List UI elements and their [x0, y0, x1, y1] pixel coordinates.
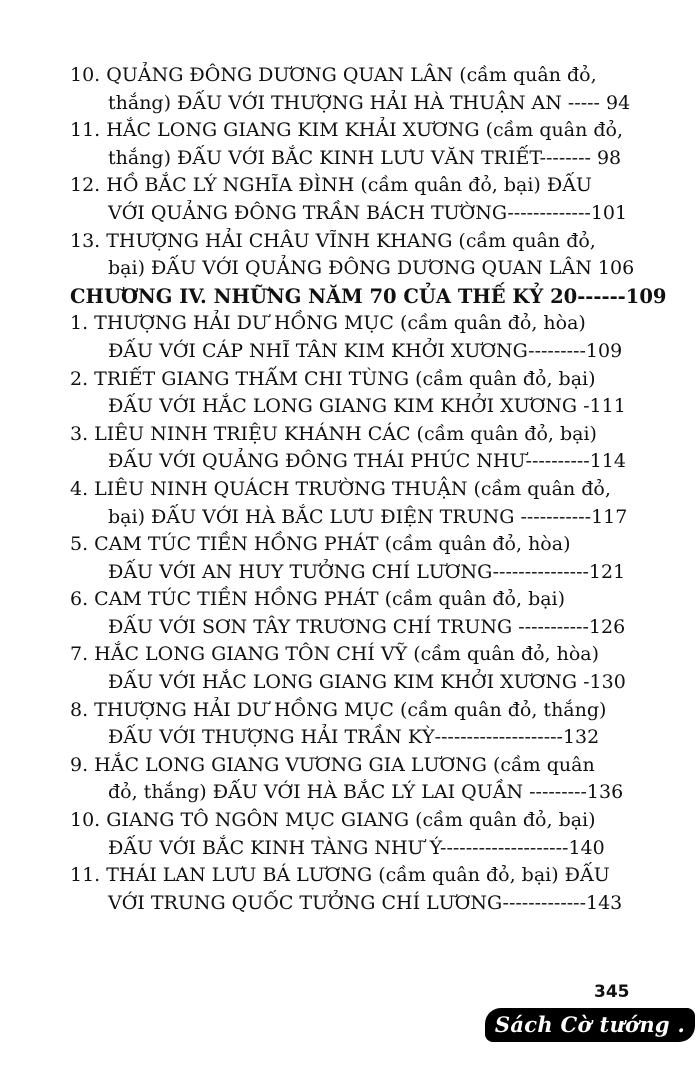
toc-entry-line: 9. HẮC LONG GIANG VƯƠNG GIA LƯƠNG (cầm quân: [70, 753, 595, 776]
toc-entry-line-continued: ĐẤU VỚI HẮC LONG GIANG KIM KHỞI XƯƠNG -130: [108, 671, 626, 694]
toc-entry-line: 13. THƯỢNG HẢI CHÂU VĨNH KHANG (cầm quân đỏ,: [70, 229, 596, 252]
chapter-heading: CHƯƠNG IV. NHỮNG NĂM 70 CỦA THẾ KỶ 20------109: [70, 284, 667, 308]
toc-entry: [70, 228, 660, 283]
toc-entry: [70, 641, 660, 696]
watermark-logo: Sách Cờ tướng . Com: [485, 1008, 695, 1042]
page-number: 345: [594, 982, 630, 1002]
toc-entry-line: 11. HẮC LONG GIANG KIM KHẢI XƯƠNG (cầm quân đỏ,: [70, 119, 623, 142]
toc-entry-line-continued: bại) ĐẤU VỚI QUẢNG ĐÔNG DƯƠNG QUAN LÂN 106: [108, 257, 635, 280]
table-of-contents: [70, 62, 667, 917]
toc-entry-line: 4. LIÊU NINH QUÁCH TRƯỜNG THUẬN (cầm quân đỏ,: [70, 477, 611, 500]
toc-entry-line: 5. CAM TÚC TIỀN HỒNG PHÁT (cầm quân đỏ, hòa): [70, 533, 571, 556]
toc-entry: [70, 697, 660, 752]
toc-entry: [70, 366, 660, 421]
toc-entry-line: 6. CAM TÚC TIỀN HỒNG PHÁT (cầm quân đỏ, bại): [70, 588, 566, 611]
toc-entry-line: 10. GIANG TÔ NGÔN MỤC GIANG (cầm quân đỏ, bại): [70, 809, 596, 832]
toc-entry: [70, 807, 660, 862]
toc-entry-line-continued: ĐẤU VỚI QUẢNG ĐÔNG THÁI PHÚC NHƯ----------114: [108, 450, 626, 473]
toc-entry-line: 1. THƯỢNG HẢI DƯ HỒNG MỤC (cầm quân đỏ, hòa): [70, 312, 586, 335]
toc-entry: [70, 117, 660, 172]
toc-entry-line-continued: thắng) ĐẤU VỚI BẮC KINH LƯU VĂN TRIẾT-------- 98: [108, 146, 622, 169]
toc-entry-line-continued: ĐẤU VỚI CÁP NHĨ TÂN KIM KHỞI XƯƠNG---------109: [108, 339, 623, 362]
toc-entry-line-continued: VỚI TRUNG QUỐC TƯỞNG CHÍ LƯƠNG-------------143: [108, 891, 623, 914]
toc-entry-line: 11. THÁI LAN LƯU BÁ LƯƠNG (cầm quân đỏ, bại) ĐẤU: [70, 864, 610, 887]
toc-entry-line: 3. LIÊU NINH TRIỆU KHÁNH CÁC (cầm quân đỏ, bại): [70, 422, 597, 445]
toc-entry-line-continued: ĐẤU VỚI THƯỢNG HẢI TRẦN KỲ--------------------132: [108, 726, 600, 749]
toc-entry-line: 10. QUẢNG ĐÔNG DƯƠNG QUAN LÂN (cầm quân đỏ,: [70, 64, 597, 86]
toc-entry-line-continued: ĐẤU VỚI AN HUY TƯỞNG CHÍ LƯƠNG---------------121: [108, 560, 626, 583]
toc-entry: [70, 862, 660, 917]
toc-entry: [70, 421, 660, 476]
toc-entry: [70, 62, 660, 117]
toc-entry: [70, 310, 660, 365]
toc-entry-line-continued: đỏ, thắng) ĐẤU VỚI HÀ BẮC LÝ LAI QUẦN ---------136: [108, 781, 624, 804]
toc-entry: [70, 586, 660, 641]
toc-entry-line: 7. HẮC LONG GIANG TÔN CHÍ VỸ (cầm quân đỏ, hòa): [70, 643, 600, 666]
toc-entry-line-continued: ĐẤU VỚI HẮC LONG GIANG KIM KHỞI XƯƠNG -111: [108, 395, 626, 418]
toc-entry-line-continued: thắng) ĐẤU VỚI THƯỢNG HẢI HÀ THUẬN AN ----- 94: [108, 91, 631, 114]
toc-entry-line-continued: VỚI QUẢNG ĐÔNG TRẦN BÁCH TƯỜNG-------------101: [108, 201, 628, 224]
toc-entry-line: 2. TRIẾT GIANG THẨM CHI TÙNG (cầm quân đỏ, bại): [70, 367, 596, 390]
toc-entry: [70, 172, 660, 227]
toc-entry-line-continued: ĐẤU VỚI BẮC KINH TÀNG NHƯ Ý--------------------140: [108, 836, 605, 859]
toc-entry-line: 8. THƯỢNG HẢI DƯ HỒNG MỤC (cầm quân đỏ, thắng): [70, 698, 607, 721]
toc-entry: [70, 476, 660, 531]
toc-entry: [70, 531, 660, 586]
toc-entry: [70, 752, 660, 807]
toc-entry-line: 12. HỒ BẮC LÝ NGHĨA ĐÌNH (cầm quân đỏ, bại) ĐẤU: [70, 174, 592, 197]
toc-entry-line-continued: ĐẤU VỚI SƠN TÂY TRƯƠNG CHÍ TRUNG -----------126: [108, 615, 626, 638]
toc-entry-line-continued: bại) ĐẤU VỚI HÀ BẮC LƯU ĐIỆN TRUNG -----------117: [108, 505, 628, 528]
